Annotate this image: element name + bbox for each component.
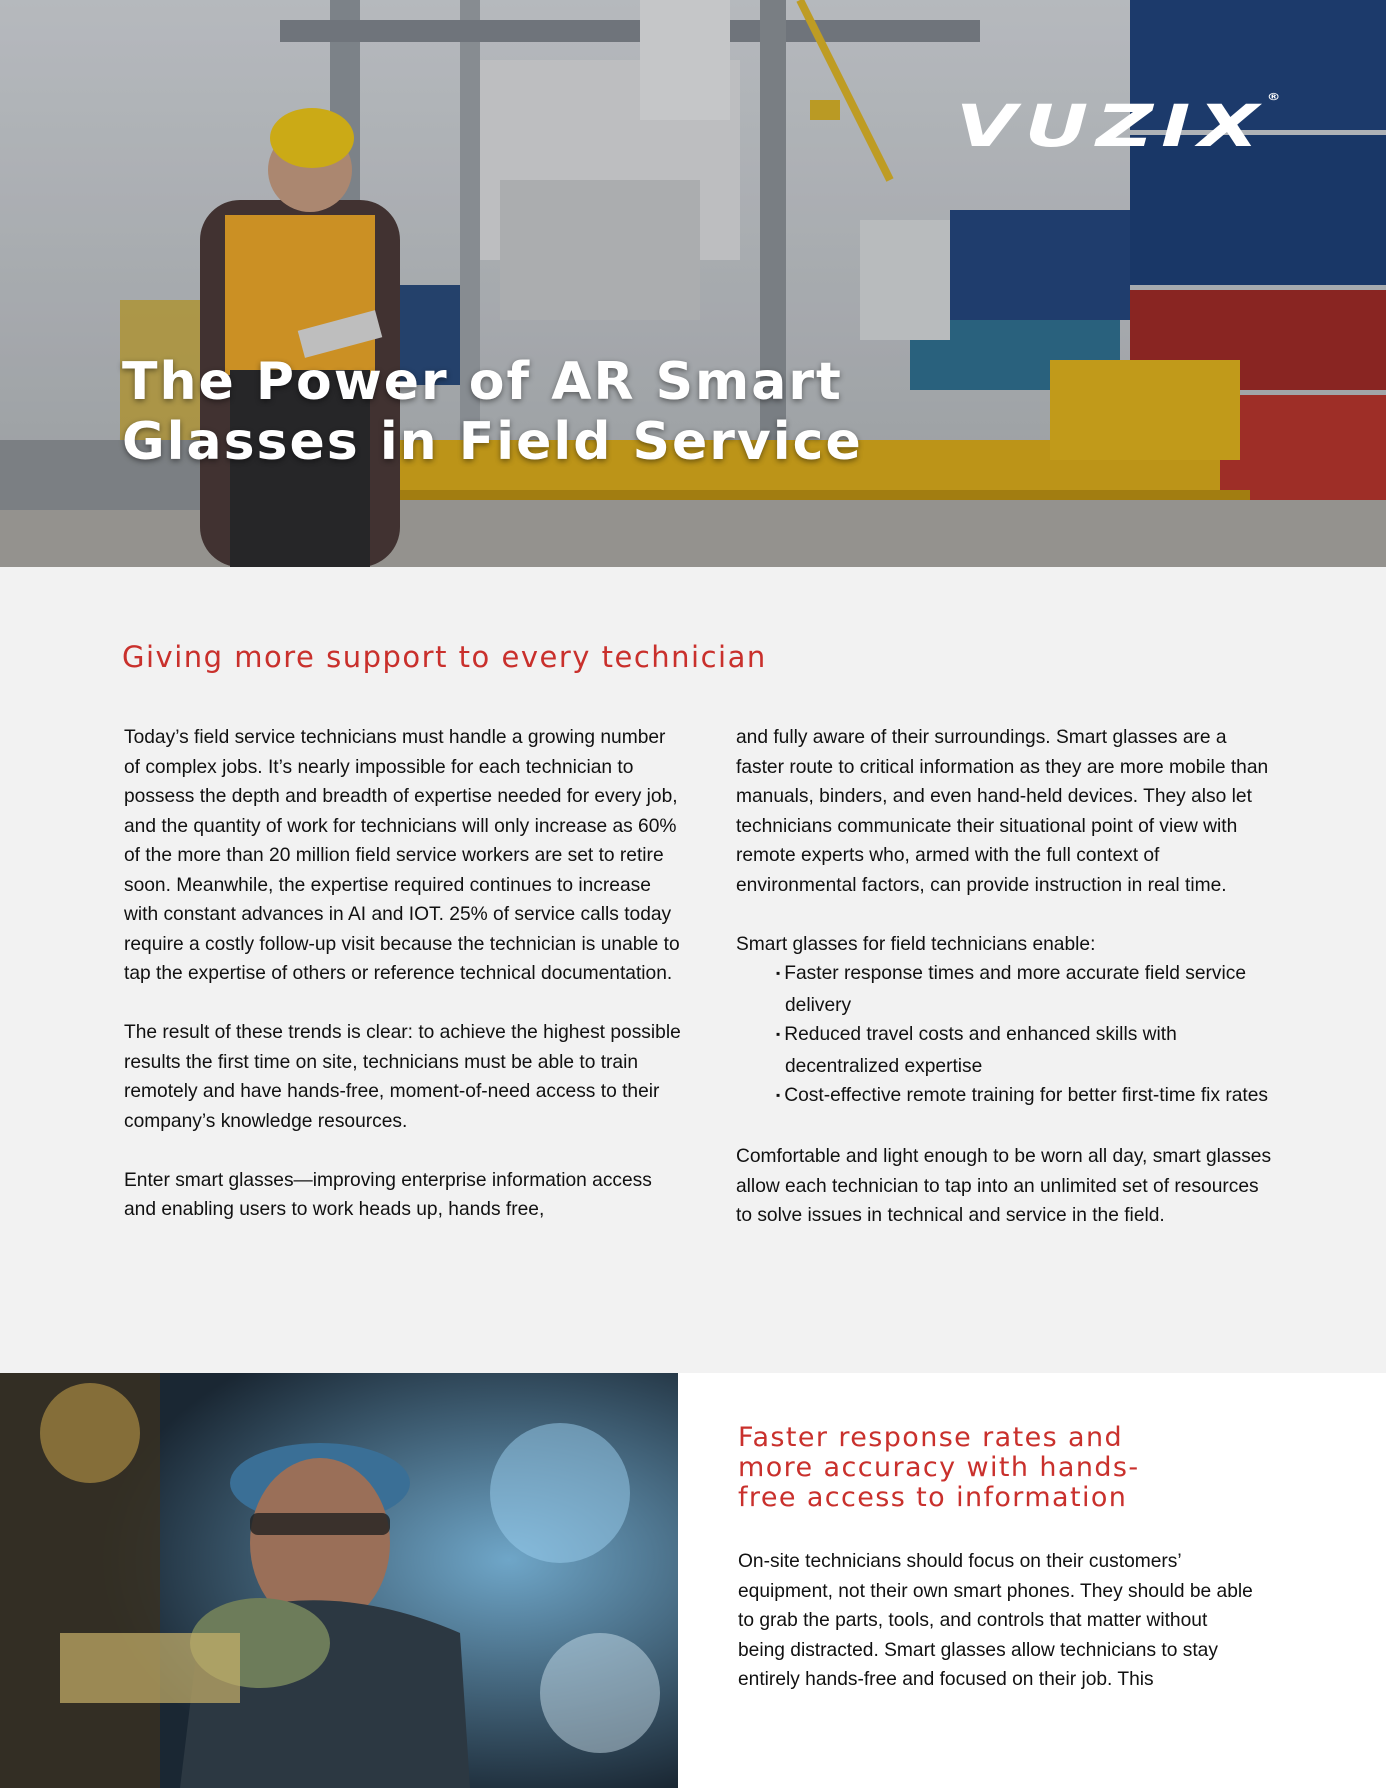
technician-photo — [0, 1373, 678, 1788]
benefits-list — [736, 959, 1276, 1113]
hero-photo — [0, 0, 1386, 567]
paragraph: Today’s field service technicians must handle a growing number of complex jobs. It’s nearly impossible for each technician to possess the depth and breadth of expertise needed for every job, and the quantity of work for technicians will only increase as 60% of the more than 20 million field service workers are set to retire soon. Meanwhile, the expertise required continues to increase with constant advances in AI and IOT. 25% of service calls today require a costly follow-up visit because the technician is unable to tap the expertise of others or reference technical documentation. — [124, 727, 680, 984]
list-intro: Smart glasses for field technicians enable: — [736, 933, 1096, 955]
bottom-paragraph: On-site technicians should focus on their customers’ equipment, not their own smart phones. They should be able to grab the parts, tools, and controls that matter without being distracted. Smart glasses allow technicians to stay entirely hands-free and focused on their job. This — [738, 1551, 1253, 1690]
list-item: ▪ Reduced travel costs and enhanced skills with decentralized expertise — [776, 1020, 1276, 1081]
page-title — [122, 352, 1022, 472]
vuzix-logo — [956, 92, 1280, 160]
paragraph: Comfortable and light enough to be worn all day, smart glasses allow each technician to tap into an unlimited set of resources to solve issues in technical and service in the field. — [736, 1146, 1272, 1226]
left-column — [124, 723, 684, 1254]
list-item: ▪ Cost-effective remote training for better first-time fix rates — [776, 1081, 1276, 1113]
technician-wearing-smart-glasses-photo — [0, 1373, 678, 1788]
title-line-1: The Power of AR Smart — [122, 352, 843, 412]
right-column — [736, 723, 1276, 1260]
list-item: ▪ Faster response times and more accurate field service delivery — [776, 959, 1276, 1020]
paragraph: The result of these trends is clear: to achieve the highest possible results the first time on site, technicians must be able to train remotely and have hands-free, moment-of-need access to their company’s knowledge resources. — [124, 1022, 681, 1132]
paragraph: and fully aware of their surroundings. Smart glasses are a faster route to critical information as they are more mobile than manuals, binders, and even hand-held devices. They also let technicians communicate their situational point of view with remote experts who, armed with the full context of environmental factors, can provide instruction in real time. — [736, 727, 1269, 896]
hero-banner — [0, 0, 1386, 567]
title-line-2: Glasses in Field Service — [122, 412, 863, 472]
paragraph: Enter smart glasses—improving enterprise information access and enabling users to work heads up, hands free, — [124, 1169, 652, 1220]
section-heading: Giving more support to every technician — [122, 640, 767, 674]
logo-text: VUZIX — [955, 92, 1267, 160]
bottom-heading: Faster response rates and more accuracy with hands-free access to information — [738, 1422, 1140, 1513]
registered-mark: ® — [1266, 92, 1280, 103]
bottom-text-panel — [678, 1373, 1386, 1788]
